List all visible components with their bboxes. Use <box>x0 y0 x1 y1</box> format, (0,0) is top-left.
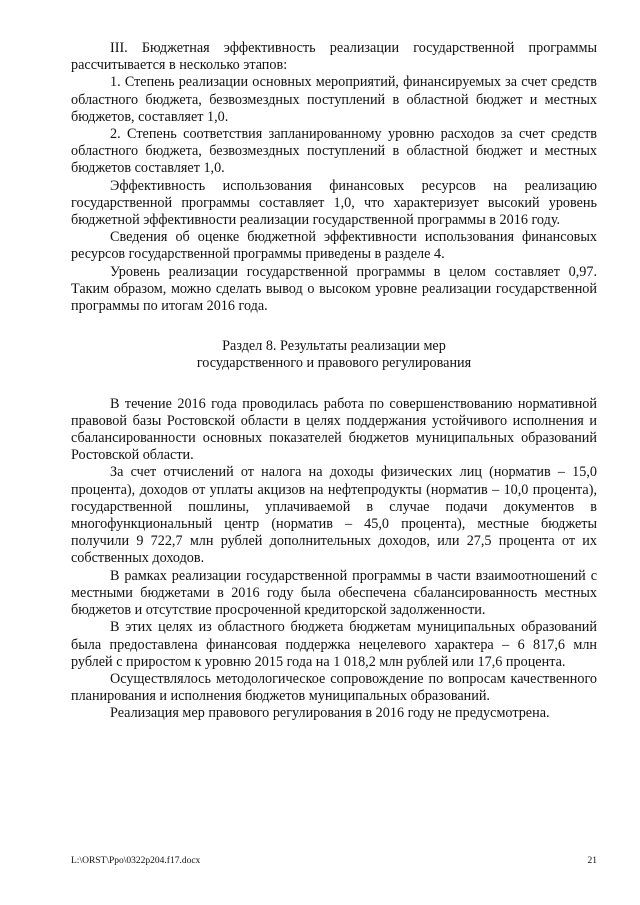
paragraph: 1. Степень реализации основных мероприятий, финансируемых за счет средств областного бюджета, безвозмездных поступлений в областной бюджет и местных бюджетов, составляет 1,0. <box>71 74 597 125</box>
paragraph: В этих целях из областного бюджета бюджетам муниципальных образований была предоставлена финансовая поддержка нецелевого характера – 6 817,6 млн рублей с приростом к уровню 2015 года на 1 018,2 млн рублей или 17,6 процента. <box>71 619 597 670</box>
section-heading-line: Раздел 8. Результаты реализации мер <box>222 338 446 355</box>
paragraph: III. Бюджетная эффективность реализации государственной программы рассчитывается в несколько этапов: <box>71 40 597 74</box>
paragraph: 2. Степень соответствия запланированному уровню расходов за счет средств областного бюджета, безвозмездных поступлений в областной бюджет и местных бюджетов составляет 1,0. <box>71 126 597 177</box>
paragraph: Сведения об оценке бюджетной эффективности использования финансовых ресурсов государственной программы приведены в разделе 4. <box>71 229 597 263</box>
file-path: L:\ORST\Ppo\0322p204.f17.docx <box>71 856 201 866</box>
paragraph: За счет отчислений от налога на доходы физических лиц (норматив – 15,0 процента), доходов от уплаты акцизов на нефтепродукты (норматив – 10,0 процента), государственной пошлины, уплачиваемой в случае подачи документов в многофункциональный центр (норматив – 45,0 процента), местные бюджеты получили 9 722,7 млн рублей дополнительных доходов, или 27,5 процента от их собственных доходов. <box>71 464 597 567</box>
paragraph: Эффективность использования финансовых ресурсов на реализацию государственной программы составляет 1,0, что характеризует высокий уровень бюджетной эффективности реализации государственной программы в 2016 году. <box>71 177 597 229</box>
section-heading-line: государственного и правового регулирования <box>196 355 472 372</box>
page-number: 21 <box>587 856 597 866</box>
document-page <box>71 40 597 723</box>
paragraph: Реализация мер правового регулирования в 2016 году не предусмотрена. <box>110 705 550 722</box>
section-heading <box>71 338 597 372</box>
paragraph: Уровень реализации государственной программы в целом составляет 0,97. Таким образом, можно сделать вывод о высоком уровне реализации государственной программы по итогам 2016 года. <box>71 263 597 315</box>
paragraph: В течение 2016 года проводилась работа по совершенствованию нормативной правовой базы Ростовской области в целях поддержания устойчивого исполнения и сбалансированности основных показателей бюджетов муниципальных образований Ростовской области. <box>71 395 597 464</box>
paragraph: В рамках реализации государственной программы в части взаимоотношений с местными бюджетами в 2016 году была обеспечена сбалансированность местных бюджетов и отсутствие просроченной кредиторской задолженности. <box>71 567 597 619</box>
paragraph: Осуществлялось методологическое сопровождение по вопросам качественного планирования и исполнения бюджетов муниципальных образований. <box>71 670 597 705</box>
